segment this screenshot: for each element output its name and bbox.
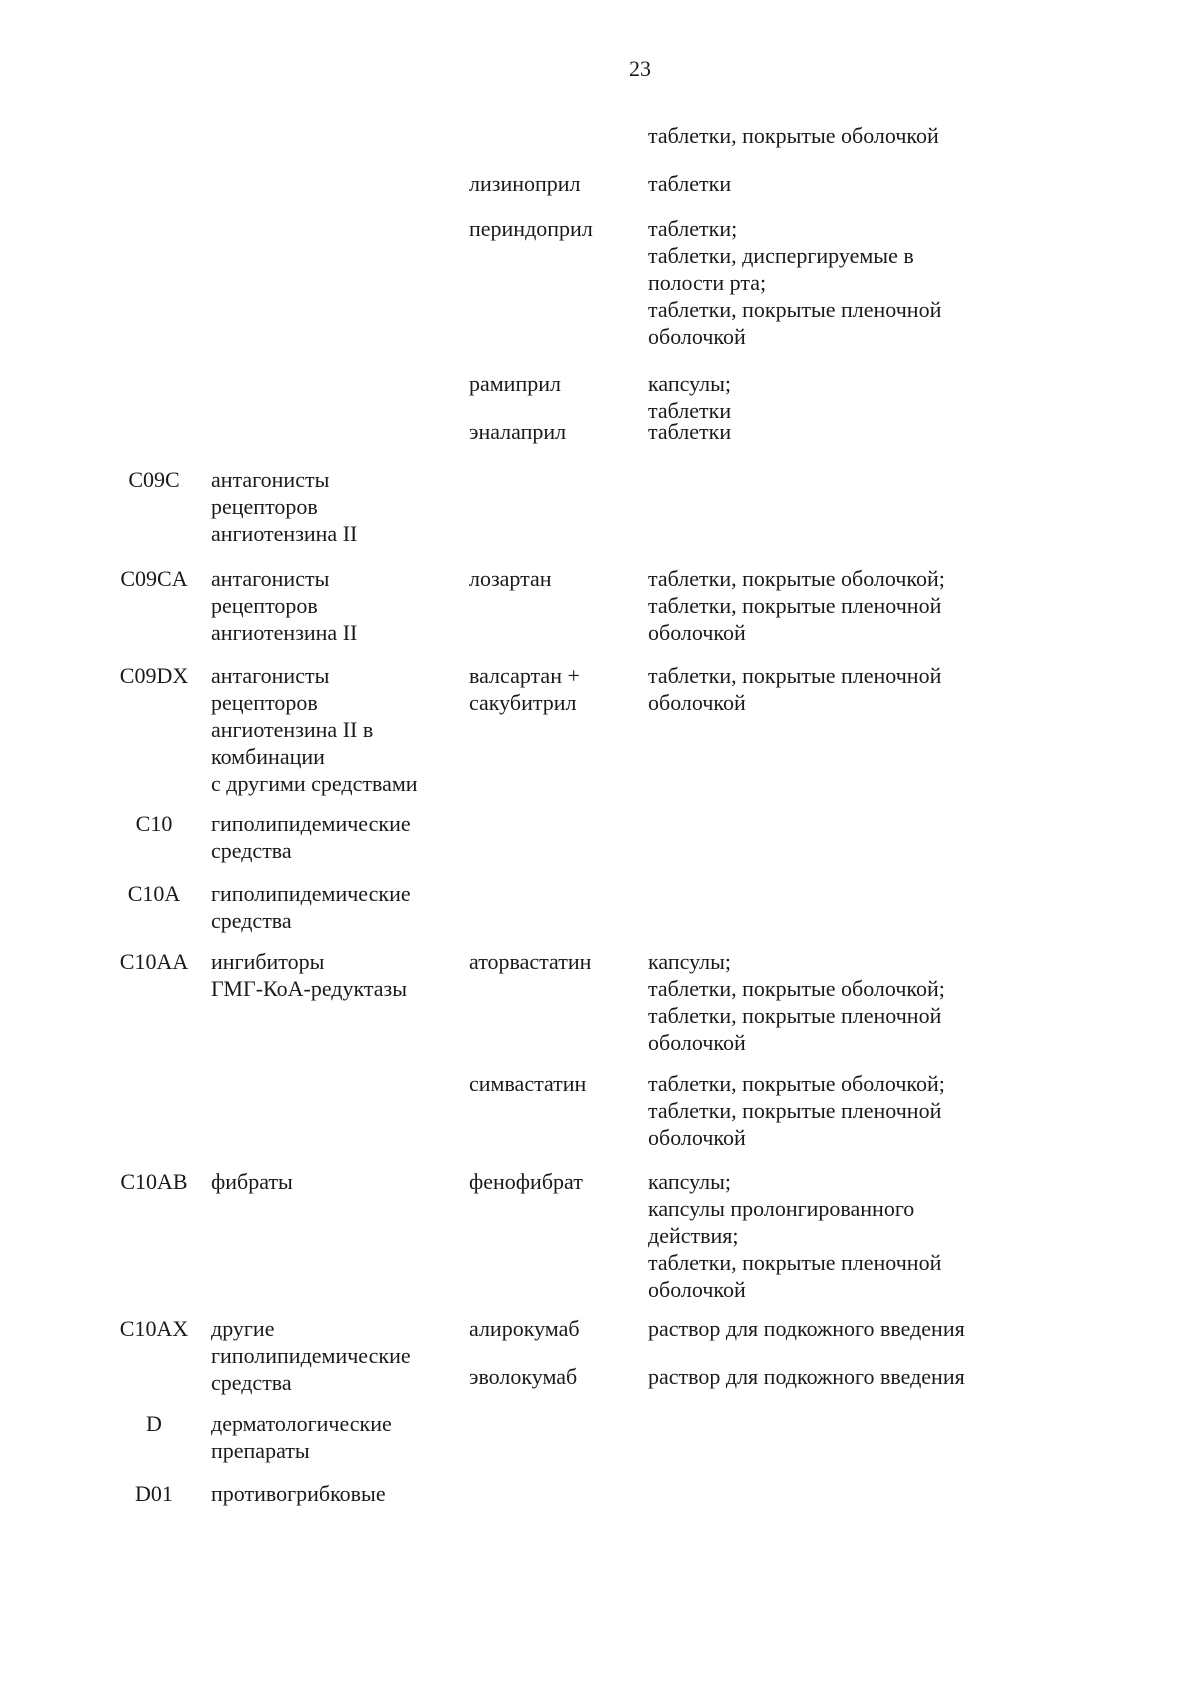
group-cell: гиполипидемические средства	[211, 881, 411, 933]
drug-cell: симвастатин	[469, 1071, 587, 1096]
drug-cell: лизиноприл	[469, 171, 581, 196]
group-cell: другие гиполипидемические средства	[211, 1316, 411, 1395]
drug-cell: валсартан + сакубитрил	[469, 663, 580, 715]
group-cell: дерматологические препараты	[211, 1411, 392, 1463]
form-cell: раствор для подкожного введения	[648, 1364, 965, 1389]
code-cell: C09CA	[120, 566, 188, 591]
form-cell: раствор для подкожного введения	[648, 1316, 965, 1341]
form-cell: таблетки	[648, 419, 732, 444]
code-cell: C10AA	[119, 949, 189, 974]
code-cell: D	[146, 1411, 162, 1436]
code-cell: C09C	[128, 467, 180, 492]
form-cell: таблетки, покрытые пленочной оболочкой	[648, 663, 942, 715]
code-cell: C10AB	[120, 1169, 188, 1194]
form-cell: таблетки, покрытые оболочкой; таблетки, покрытые пленочной оболочкой	[648, 1071, 945, 1150]
group-cell: ингибиторы ГМГ-КоА-редуктазы	[211, 949, 408, 1001]
drug-cell: периндоприл	[469, 216, 593, 241]
drug-cell: рамиприл	[469, 371, 561, 396]
group-cell: антагонисты рецепторов ангиотензина II в комбинации с другими средствами	[211, 663, 418, 796]
form-cell: таблетки, покрытые оболочкой	[648, 123, 939, 148]
code-cell: C10	[135, 811, 173, 836]
group-cell: противогрибковые	[211, 1481, 386, 1506]
page-number: 23	[629, 56, 651, 81]
form-cell: таблетки; таблетки, диспергируемые в полости рта; таблетки, покрытые пленочной оболочкой	[648, 216, 942, 349]
code-cell: C10A	[127, 881, 181, 906]
group-cell: фибраты	[211, 1169, 293, 1194]
code-cell: C09DX	[119, 663, 189, 688]
code-cell: D01	[135, 1481, 173, 1506]
group-cell: антагонисты рецепторов ангиотензина II	[211, 467, 358, 546]
group-cell: гиполипидемические средства	[211, 811, 411, 863]
drug-cell: лозартан	[469, 566, 552, 591]
drug-cell: эналаприл	[469, 419, 567, 444]
form-cell: капсулы; капсулы пролонгированного действия; таблетки, покрытые пленочной оболочкой	[648, 1169, 942, 1302]
form-cell: таблетки	[648, 171, 732, 196]
form-cell: капсулы; таблетки	[648, 371, 732, 423]
drug-cell: алирокумаб	[469, 1316, 580, 1341]
drug-cell: эволокумаб	[469, 1364, 578, 1389]
form-cell: капсулы; таблетки, покрытые оболочкой; таблетки, покрытые пленочной оболочкой	[648, 949, 945, 1055]
group-cell: антагонисты рецепторов ангиотензина II	[211, 566, 358, 645]
drug-cell: аторвастатин	[469, 949, 592, 974]
form-cell: таблетки, покрытые оболочкой; таблетки, покрытые пленочной оболочкой	[648, 566, 945, 645]
code-cell: C10AX	[119, 1316, 189, 1341]
drug-cell: фенофибрат	[469, 1169, 583, 1194]
